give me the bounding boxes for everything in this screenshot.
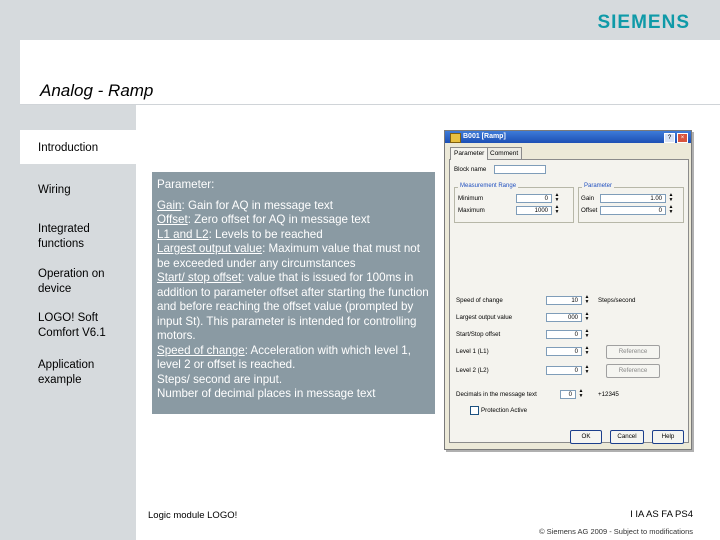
nav-item-introduction[interactable]: Introduction (38, 142, 99, 154)
offset-desc: : Zero offset for AQ in message text (187, 213, 370, 226)
info-startstop (157, 271, 433, 344)
page-title: Analog - Ramp (40, 81, 154, 100)
startstop-input[interactable]: 0 (546, 330, 582, 339)
dialog-title: B001 [Ramp] (463, 133, 506, 140)
info-gain (157, 199, 433, 214)
level1-input[interactable]: 0 (546, 347, 582, 356)
largest-desc: : Maximum value that must not be exceeded under any circumstances (157, 242, 420, 270)
speed-term: Speed of change (157, 343, 245, 357)
gain-desc: : Gain for AQ in message text (181, 198, 333, 212)
block-name-label: Block name (454, 166, 487, 173)
decimals-preview: +12345 (598, 391, 619, 398)
info-largest (157, 242, 433, 271)
cancel-button[interactable]: Cancel (610, 430, 644, 444)
speed-input[interactable]: 10 (546, 296, 582, 305)
largest-label: Largest output value (456, 314, 513, 321)
nav-item-application-example[interactable]: Application example (38, 359, 95, 386)
decimals-input[interactable]: 0 (560, 390, 576, 399)
maximum-spinner[interactable]: ▲ ▼ (554, 204, 560, 215)
minimum-input[interactable]: 0 (516, 194, 552, 203)
startstop-spinner[interactable]: ▲ ▼ (584, 328, 590, 339)
protection-checkbox[interactable] (470, 406, 479, 415)
startstop-desc: : value that is issued for 100ms in addition to parameter offset after starting the function and before reaching the offset value (prompted by input St). This parameter is intended for controlling motors. (157, 271, 429, 342)
info-offset (157, 213, 433, 228)
ok-button[interactable]: OK (570, 430, 602, 444)
info-steps: Steps/ second are input. (157, 372, 283, 386)
speed-spinner[interactable]: ▲ ▼ (584, 294, 590, 305)
levels-term: L1 and L2 (157, 227, 209, 241)
reference-button-2[interactable]: Reference (606, 364, 660, 378)
tab-comment[interactable]: Comment (486, 147, 522, 160)
close-icon[interactable]: × (677, 133, 688, 143)
level1-label: Level 1 (L1) (456, 348, 489, 355)
siemens-logo: SIEMENS (597, 12, 690, 33)
minimum-label: Minimum (458, 195, 484, 202)
dialog-body (449, 159, 689, 443)
speed-desc: : Acceleration with which level 1, level 2 or offset is reached. (157, 343, 411, 371)
largest-spinner[interactable]: ▲ ▼ (584, 311, 590, 322)
footer-copyright: © Siemens AG 2009 - Subject to modifications (539, 527, 693, 536)
offset-term: Offset (157, 213, 188, 226)
startstop-label: Start/Stop offset (456, 331, 501, 338)
block-name-input[interactable] (494, 165, 546, 174)
nav-item-wiring[interactable]: Wiring (38, 184, 71, 196)
parameter-group-title: Parameter (584, 183, 613, 189)
tab-parameter[interactable]: Parameter (450, 147, 488, 160)
offset-label: Offset (581, 207, 598, 214)
reference-button-1[interactable]: Reference (606, 345, 660, 359)
startstop-term: Start/ stop offset (157, 271, 242, 284)
nav-item-integrated-functions[interactable]: Integrated functions (38, 223, 90, 250)
largest-input[interactable]: 000 (546, 313, 582, 322)
gain-term: Gain (157, 198, 182, 212)
maximum-input[interactable]: 1000 (516, 206, 552, 215)
maximum-label: Maximum (458, 207, 485, 214)
speed-label: Speed of change (456, 297, 503, 304)
level2-spinner[interactable]: ▲ ▼ (584, 364, 590, 375)
gain-input[interactable]: 1.00 (600, 194, 666, 203)
ramp-parameter-dialog (444, 130, 692, 450)
info-text (157, 178, 433, 402)
minimum-spinner[interactable]: ▲ ▼ (554, 192, 560, 203)
level2-input[interactable]: 0 (546, 366, 582, 375)
info-decimals: Number of decimal places in message text (157, 387, 376, 400)
nav-item-logo-soft-comfort[interactable]: LOGO! Soft Comfort V6.1 (38, 312, 106, 339)
offset-input[interactable]: 0 (600, 206, 666, 215)
gain-spinner[interactable]: ▲ ▼ (668, 192, 674, 203)
decimals-spinner[interactable]: ▲ ▼ (578, 388, 584, 399)
nav-item-operation-on-device[interactable]: Operation on device (38, 268, 105, 295)
measurement-range-title: Measurement Range (460, 183, 517, 189)
info-speed (157, 344, 433, 373)
speed-unit: Steps/second (598, 297, 636, 304)
offset-spinner[interactable]: ▲ ▼ (668, 204, 674, 215)
levels-desc: : Levels to be reached (208, 227, 323, 241)
footer-right-text: I IA AS FA PS4 (630, 509, 693, 520)
help-button[interactable]: Help (652, 430, 684, 444)
help-icon[interactable]: ? (664, 133, 675, 143)
level1-spinner[interactable]: ▲ ▼ (584, 345, 590, 356)
gain-label: Gain (581, 195, 595, 202)
info-heading: Parameter: (157, 178, 215, 191)
protection-label: Protection Active (481, 407, 528, 414)
decimals-label: Decimals in the message text (456, 391, 537, 398)
block-icon (450, 133, 461, 143)
dialog-titlebar[interactable] (445, 131, 691, 143)
level2-label: Level 2 (L2) (456, 367, 489, 374)
footer-left-text: Logic module LOGO! (148, 510, 238, 521)
info-levels (157, 228, 433, 243)
largest-term: Largest output value (157, 242, 263, 255)
